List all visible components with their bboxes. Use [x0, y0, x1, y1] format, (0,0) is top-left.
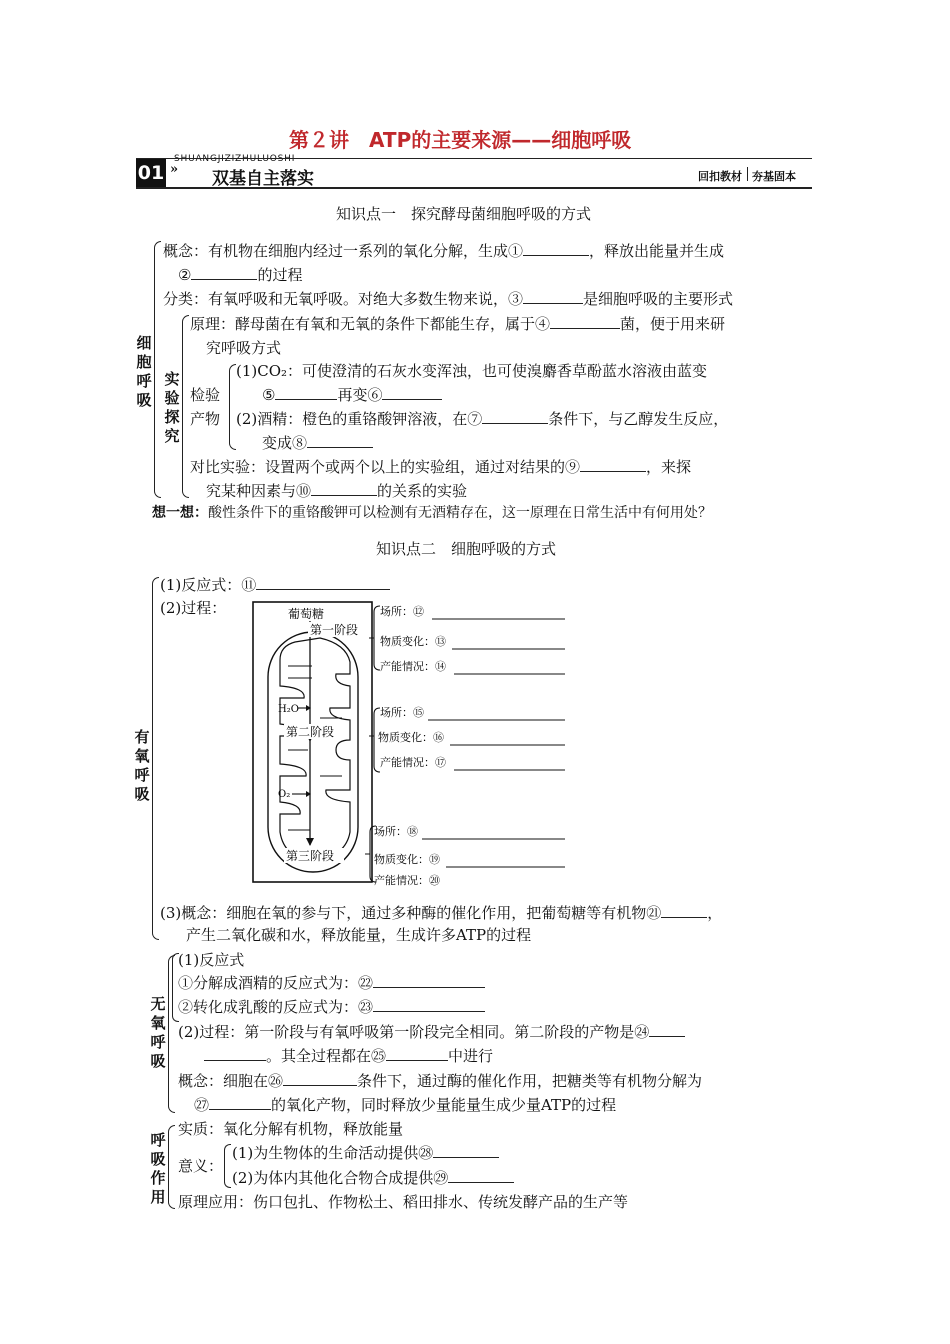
banner-rule-top [136, 158, 812, 159]
blank-21 [661, 903, 707, 918]
kp1-contrast-line2: 究某种因素与⑩ 的关系的实验 [206, 482, 468, 500]
kp1-contrast-line1: 对比实验：设置两个或两个以上的实验组，通过对结果的⑨ ，来探 [190, 458, 692, 476]
blank-6 [382, 385, 442, 400]
s1-site: 场所：⑫ [380, 605, 424, 618]
banner-heading: 双基自主落实 [212, 169, 314, 189]
kp1-concept-line1: 概念：有机物在细胞内经过一系列的氧化分解，生成① ，释放出能量并生成 [163, 242, 725, 260]
banner-divider [747, 167, 748, 181]
h2o-label: H₂O [278, 704, 299, 715]
section-banner [136, 152, 812, 192]
respiration-brace [168, 1125, 175, 1209]
kp1-alcohol-line1: (2)酒精：橙色的重铬酸钾溶液，在⑦ 条件下，与乙醇发生反应， [236, 410, 729, 428]
blank-9 [580, 457, 646, 472]
kp1-detect-label-1: 检验 [190, 386, 221, 404]
kp1-class-line: 分类：有氧呼吸和无氧呼吸。对绝大多数生物来说，③ 是细胞呼吸的主要形式 [163, 290, 734, 308]
aerobic-brace [152, 577, 159, 940]
anaerobic-process-line2: 。其全过程都在㉕ 中进行 [204, 1046, 493, 1066]
anaerobic-concept-line1: 概念：细胞在㉖ 条件下，通过酶的催化作用，把糖类等有机物分解为 [178, 1072, 703, 1090]
anaerobic-concept-line2: ㉗ 的氧化产物，同时释放少量能量生成少量ATP的过程 [194, 1096, 617, 1114]
respiration-side-label: 呼吸作用 [150, 1131, 166, 1206]
anaerobic-alcohol-eq: ①分解成酒精的反应式为：㉒ [178, 973, 485, 993]
blank-7 [482, 409, 548, 424]
s2-change: 物质变化：⑯ [378, 731, 444, 744]
stage1-label: 第一阶段 [310, 623, 359, 637]
kp2-title: 知识点二 细胞呼吸的方式 [376, 540, 557, 558]
kp1-exp-brace [182, 315, 189, 498]
blank-26 [283, 1071, 357, 1086]
kp1-side-label: 细胞呼吸 [136, 334, 152, 409]
kp1-principle-line1: 原理：酵母菌在有氧和无氧的条件下都能生存，属于④ 菌，便于用来研 [190, 315, 726, 333]
s3-energy: 产能情况：⑳ [374, 874, 440, 887]
kp1-think: 想一想：酸性条件下的重铬酸钾可以检测有无酒精存在，这一原理在日常生活中有何用处？ [152, 505, 712, 521]
aerobic-equation: (1)反应式：⑪ [160, 575, 390, 595]
aerobic-concept-line2: 产生二氧化碳和水，释放能量，生成许多ATP的过程 [186, 926, 532, 944]
o2-label: O₂ [278, 789, 291, 800]
anaerobic-side-label: 无氧呼吸 [150, 995, 166, 1070]
s3-change: 物质变化：⑲ [374, 853, 440, 866]
stage2-label: 第二阶段 [286, 725, 335, 739]
s1-change: 物质变化：⑬ [380, 635, 446, 648]
chevron-icon: » [170, 162, 179, 177]
blank-11 [256, 575, 390, 590]
kp1-principle-line2: 究呼吸方式 [206, 339, 282, 357]
banner-number: 01 [136, 159, 166, 187]
kp1-co2-line2: ⑤ 再变⑥ [262, 385, 442, 405]
flow-arrowhead-2 [306, 838, 314, 846]
blank-22 [373, 973, 485, 988]
kp1-brace [154, 241, 161, 498]
respiration-meaning-1: (1)为生物体的生命活动提供㉘ [232, 1143, 499, 1163]
s1-energy: 产能情况：⑭ [380, 660, 446, 673]
kp1-co2-line1: (1)CO₂：可使澄清的石灰水变浑浊，也可使溴麝香草酚蓝水溶液由蓝变 [236, 362, 708, 380]
blank-24a [649, 1022, 685, 1037]
blank-8 [307, 433, 373, 448]
respiration-meaning-2: (2)为体内其他化合物合成提供㉙ [232, 1168, 514, 1188]
anaerobic-equation-label: (1)反应式 [178, 951, 245, 969]
s2-energy: 产能情况：⑰ [380, 756, 446, 769]
kp1-concept-line2: ② 的过程 [178, 266, 303, 284]
kp1-detect-label-2: 产物 [190, 410, 221, 428]
s3-site: 场所：⑱ [374, 825, 418, 838]
outer-membrane [268, 632, 358, 872]
glucose-label: 葡萄糖 [288, 607, 325, 621]
mitochondrion-diagram [250, 600, 580, 892]
respiration-application: 原理应用：伤口包扎、作物松土、稻田排水、传统发酵产品的生产等 [178, 1193, 629, 1211]
meaning-brace [224, 1144, 231, 1188]
banner-tag-b: 夯基固本 [752, 170, 796, 183]
blank-2 [191, 265, 257, 280]
blank-25 [386, 1046, 448, 1061]
stage1-brace [369, 606, 380, 670]
blank-3 [523, 289, 583, 304]
anaerobic-process-line1: (2)过程：第一阶段与有氧呼吸第一阶段完全相同。第二阶段的产物是㉔ [178, 1022, 685, 1042]
blank-28 [433, 1143, 499, 1158]
banner-tag-a: 回扣教材 [698, 170, 742, 183]
blank-24b [204, 1046, 266, 1061]
s2-site: 场所：⑮ [380, 706, 424, 719]
blank-10 [311, 481, 377, 496]
kp1-alcohol-line2: 变成⑧ [262, 433, 373, 453]
respiration-essence: 实质：氧化分解有机物，释放能量 [178, 1120, 404, 1138]
kp1-exp-label: 实验探究 [164, 370, 180, 445]
aerobic-concept-line1: (3)概念：细胞在氧的参与下，通过多种酶的催化作用，把葡萄糖等有机物㉑ ， [160, 904, 723, 922]
banner-pinyin: SHUANGJIZIZHULUOSHI [174, 154, 296, 164]
blank-23 [373, 997, 485, 1012]
kp1-detect-brace [229, 364, 236, 450]
stage3-label: 第三阶段 [286, 849, 335, 863]
aerobic-side-label: 有氧呼吸 [134, 728, 150, 803]
blank-5 [275, 385, 337, 400]
blank-27 [209, 1095, 271, 1110]
anaerobic-lactic-eq: ②转化成乳酸的反应式为：㉓ [178, 997, 485, 1017]
aerobic-process-label: (2)过程： [160, 599, 227, 617]
kp1-title: 知识点一 探究酵母菌细胞呼吸的方式 [336, 205, 592, 223]
page-title: 第２讲 ATP的主要来源——细胞呼吸 [289, 128, 632, 152]
blank-4 [550, 314, 620, 329]
blank-1 [523, 241, 589, 256]
respiration-meaning-label: 意义： [178, 1157, 224, 1175]
blank-29 [448, 1168, 514, 1183]
